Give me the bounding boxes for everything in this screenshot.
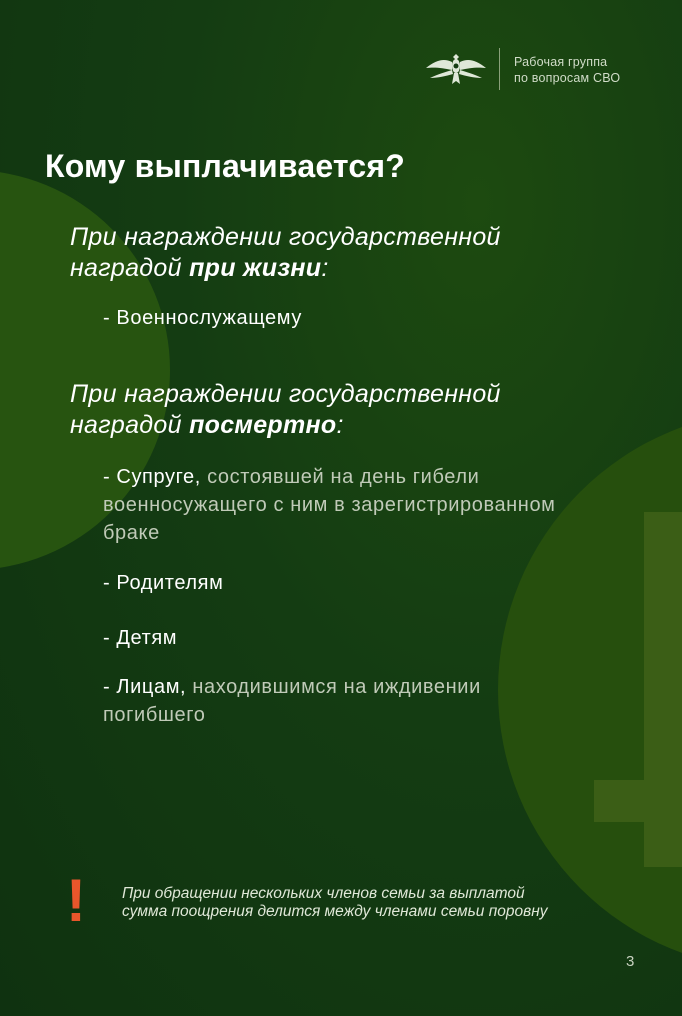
heading-suffix: : xyxy=(321,254,329,282)
decor-bar-horizontal xyxy=(594,780,682,822)
heading-suffix: : xyxy=(336,411,344,439)
list-item-label: - Лицам, xyxy=(103,676,187,698)
section-heading-alive-line1: При награждении государственной xyxy=(70,223,501,251)
eagle-emblem-icon xyxy=(424,48,488,88)
list-item-serviceman xyxy=(103,304,302,332)
section-heading-posthumous-line1: При награждении государственной xyxy=(70,380,501,408)
list-item-parents xyxy=(103,569,223,597)
heading-emphasis: посмертно xyxy=(189,411,337,439)
org-name-line1: Рабочая группа xyxy=(514,55,608,69)
footnote-line2: сумма поощрения делится между членами семьи поровну xyxy=(122,903,548,920)
heading-prefix: наградой xyxy=(70,411,190,439)
footnote-line1: При обращении нескольких членов семьи за выплатой xyxy=(122,885,525,902)
org-name-line2: по вопросам СВО xyxy=(514,71,621,85)
list-item-label: - Детям xyxy=(103,627,178,649)
exclamation-icon: ! xyxy=(66,867,86,934)
list-item-detail: состоявшей на день гибели военносужащего с ним в зарегистрированном браке xyxy=(103,466,556,544)
section-heading-alive xyxy=(70,222,501,284)
page-title: Кому выплачивается? xyxy=(45,148,405,184)
section-heading-posthumous-line2 xyxy=(70,410,501,441)
list-item-label: - Военнослужащему xyxy=(103,307,302,329)
heading-emphasis: при жизни xyxy=(189,254,322,282)
section-heading-posthumous xyxy=(70,379,501,441)
list-item-label: - Родителям xyxy=(103,572,224,594)
heading-prefix: наградой xyxy=(70,254,190,282)
page-number: 3 xyxy=(626,953,635,970)
list-item-label: - Супруге, xyxy=(103,466,201,488)
header-divider xyxy=(499,48,500,90)
list-item-children xyxy=(103,624,177,652)
org-name xyxy=(514,54,620,86)
footnote xyxy=(122,885,548,921)
section-heading-alive-line2 xyxy=(70,253,501,284)
list-item-spouse xyxy=(103,463,573,547)
list-item-detail: находившимся на иждивении погибшего xyxy=(103,676,481,726)
list-item-dependents xyxy=(103,673,583,729)
